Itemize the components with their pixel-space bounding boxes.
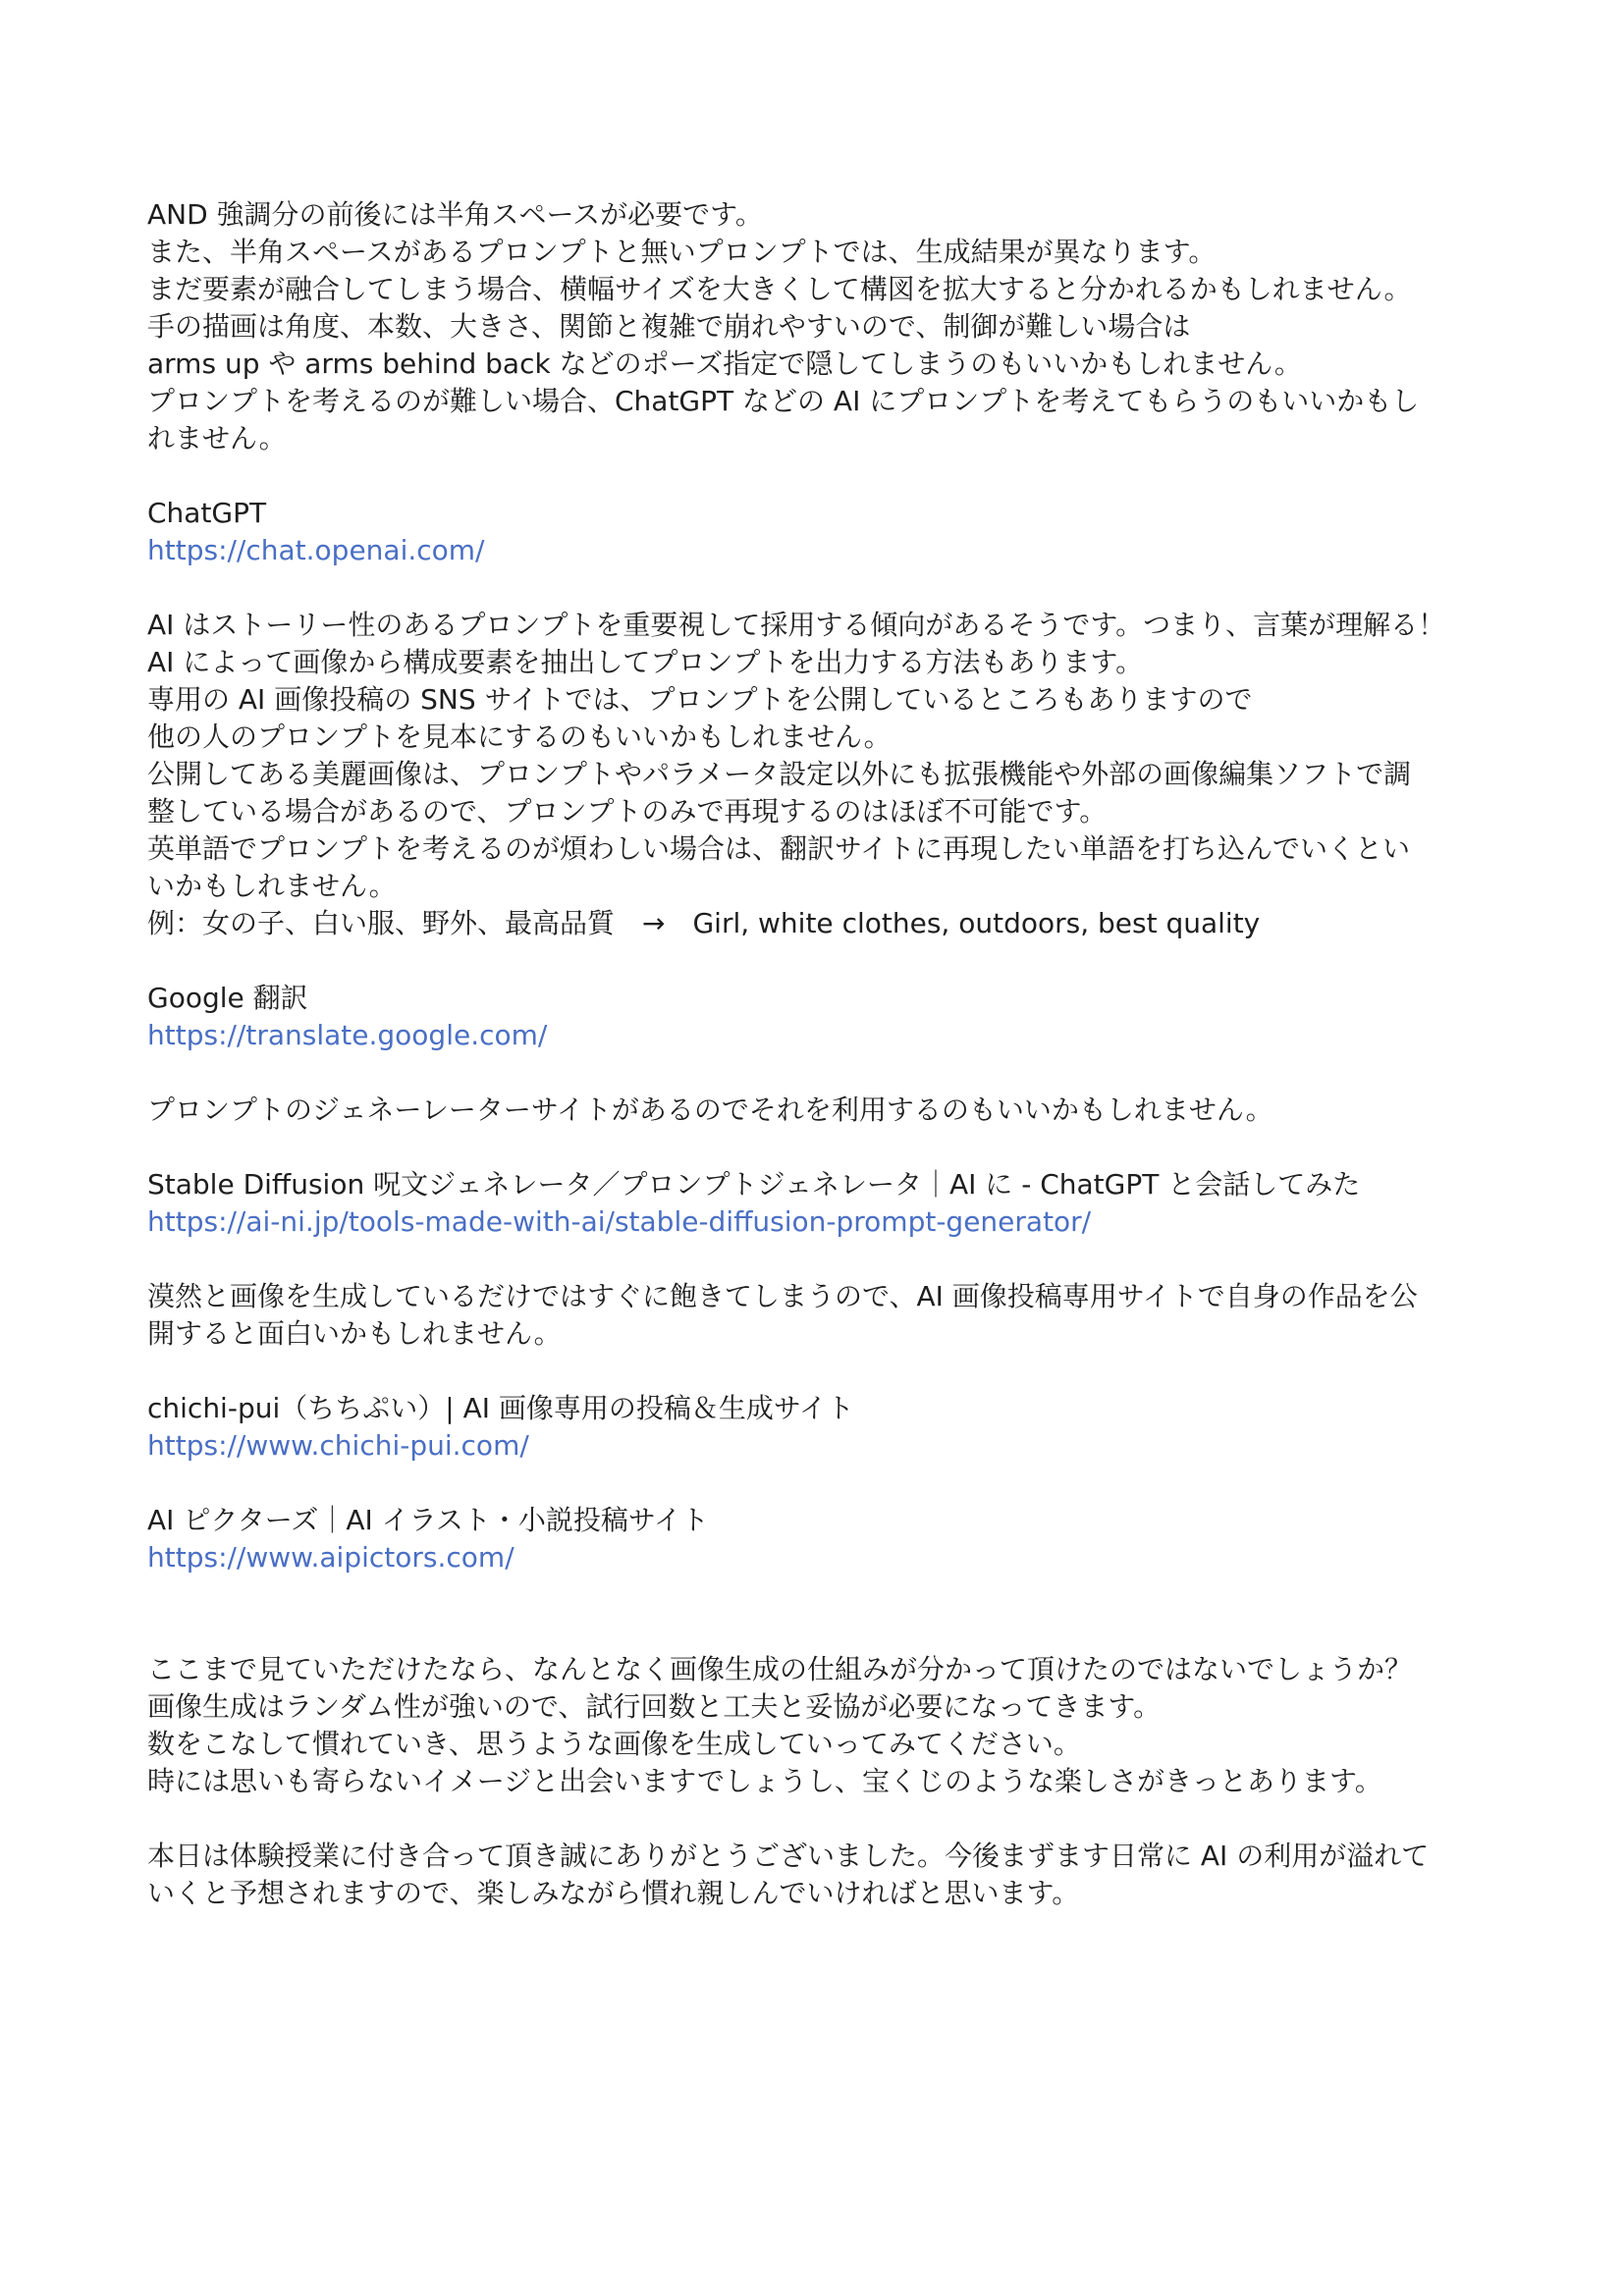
paragraph-line: 手の描画は角度、本数、大きさ、関節と複雑で崩れやすいので、制御が難しい場合は [147, 310, 1191, 343]
aipictors-link[interactable]: https://www.aipictors.com/ [147, 1541, 514, 1574]
document-page [147, 196, 1492, 1912]
paragraph-line: いかもしれません。 [147, 870, 397, 902]
spacer [147, 1353, 1492, 1390]
section-story [147, 607, 1492, 942]
chatgpt-reference [147, 495, 1492, 569]
paragraph-line: AND 強調分の前後には半角スペースが必要です。 [147, 198, 763, 231]
spacer [147, 569, 1492, 607]
paragraph-line: また、半角スペースがあるプロンプトと無いプロンプトでは、生成結果が異なります。 [147, 236, 1217, 268]
paragraph-line: 漠然と画像を生成しているだけではすぐに飽きてしまうので、AI 画像投稿専用サイトで自身の作品を公 [147, 1280, 1418, 1312]
paragraph-line: まだ要素が融合してしまう場合、横幅サイズを大きくして構図を拡大すると分かれるかもしれません。 [147, 273, 1412, 305]
stable-diffusion-reference [147, 1166, 1492, 1241]
paragraph-line: プロンプトを考えるのが難しい場合、ChatGPT などの AI にプロンプトを考えてもらうのもいいかもし [147, 385, 1420, 417]
example-line: 例：女の子、白い服、野外、最高品質 → Girl, white clothes, outdoors, best quality [147, 907, 1261, 939]
google-translate-link[interactable]: https://translate.google.com/ [147, 1019, 548, 1051]
paragraph-line: いくと予想されますので、楽しみながら慣れ親しんでいければと思います。 [147, 1877, 1080, 1909]
site-name: Google 翻訳 [147, 982, 308, 1014]
paragraph-line: 時には思いも寄らないイメージと出会いますでしょうし、宝くじのような楽しさがきっとあります。 [147, 1765, 1382, 1797]
paragraph-line: 専用の AI 画像投稿の SNS サイトでは、プロンプトを公開しているところもありますので [147, 683, 1253, 716]
site-name: AI ピクターズ｜AI イラスト・小説投稿サイト [147, 1504, 709, 1536]
paragraph-line: 数をこなして慣れていき、思うような画像を生成していってみてください。 [147, 1728, 1081, 1760]
spacer [147, 1800, 1492, 1838]
aipictors-reference [147, 1502, 1492, 1576]
spacer [147, 1465, 1492, 1502]
site-name: chichi-pui（ちちぷい）| AI 画像専用の投稿＆生成サイト [147, 1392, 854, 1424]
spacer [147, 1241, 1492, 1278]
paragraph-line: 開すると面白いかもしれません。 [147, 1317, 562, 1350]
section-share [147, 1278, 1492, 1353]
stable-diffusion-link[interactable]: https://ai-ni.jp/tools-made-with-ai/stable-diffusion-prompt-generator/ [147, 1205, 1092, 1238]
paragraph-line: ここまで見ていただけたなら、なんとなく画像生成の仕組みが分かって頂けたのではないでしょうか？ [147, 1653, 1413, 1685]
paragraph-line: プロンプトのジェネーレーターサイトがあるのでそれを利用するのもいいかもしれません。 [147, 1094, 1273, 1126]
section-closing [147, 1838, 1492, 1912]
chichipui-reference [147, 1390, 1492, 1465]
paragraph-line: 英単語でプロンプトを考えるのが煩わしい場合は、翻訳サイトに再現したい単語を打ち込んでいくとい [147, 832, 1411, 865]
spacer [147, 457, 1492, 495]
site-name: Stable Diffusion 呪文ジェネレータ／プロンプトジェネレータ｜AI に - ChatGPT と会話してみた [147, 1168, 1361, 1201]
paragraph-line: AI によって画像から構成要素を抽出してプロンプトを出力する方法もあります。 [147, 646, 1144, 678]
section-generator [147, 1092, 1492, 1129]
section-and-emphasis [147, 196, 1492, 457]
paragraph-line: arms up や arms behind back などのポーズ指定で隠してしまうのもいいかもしれません。 [147, 347, 1302, 380]
chatgpt-link[interactable]: https://chat.openai.com/ [147, 534, 485, 566]
site-name: ChatGPT [147, 497, 267, 529]
spacer [147, 1576, 1492, 1651]
chichipui-link[interactable]: https://www.chichi-pui.com/ [147, 1429, 529, 1462]
spacer [147, 942, 1492, 980]
paragraph-line: 整している場合があるので、プロンプトのみで再現するのはほぼ不可能です。 [147, 795, 1108, 828]
section-summary [147, 1651, 1492, 1800]
paragraph-line: 公開してある美麗画像は、プロンプトやパラメータ設定以外にも拡張機能や外部の画像編集ソフトで調 [147, 758, 1412, 790]
paragraph-line: 画像生成はランダム性が強いので、試行回数と工夫と妥協が必要になってきます。 [147, 1690, 1162, 1723]
spacer [147, 1054, 1492, 1092]
google-translate-reference [147, 980, 1492, 1054]
paragraph-line: 本日は体験授業に付き合って頂き誠にありがとうございました。今後まずます日常に AI の利用が溢れて [147, 1840, 1430, 1872]
paragraph-line: れません。 [147, 422, 287, 454]
spacer [147, 1129, 1492, 1166]
paragraph-line: AI はストーリー性のあるプロンプトを重要視して採用する傾向があるそうです。つまり、言葉が理解る！ [147, 609, 1446, 641]
paragraph-line: 他の人のプロンプトを見本にするのもいいかもしれません。 [147, 721, 892, 753]
